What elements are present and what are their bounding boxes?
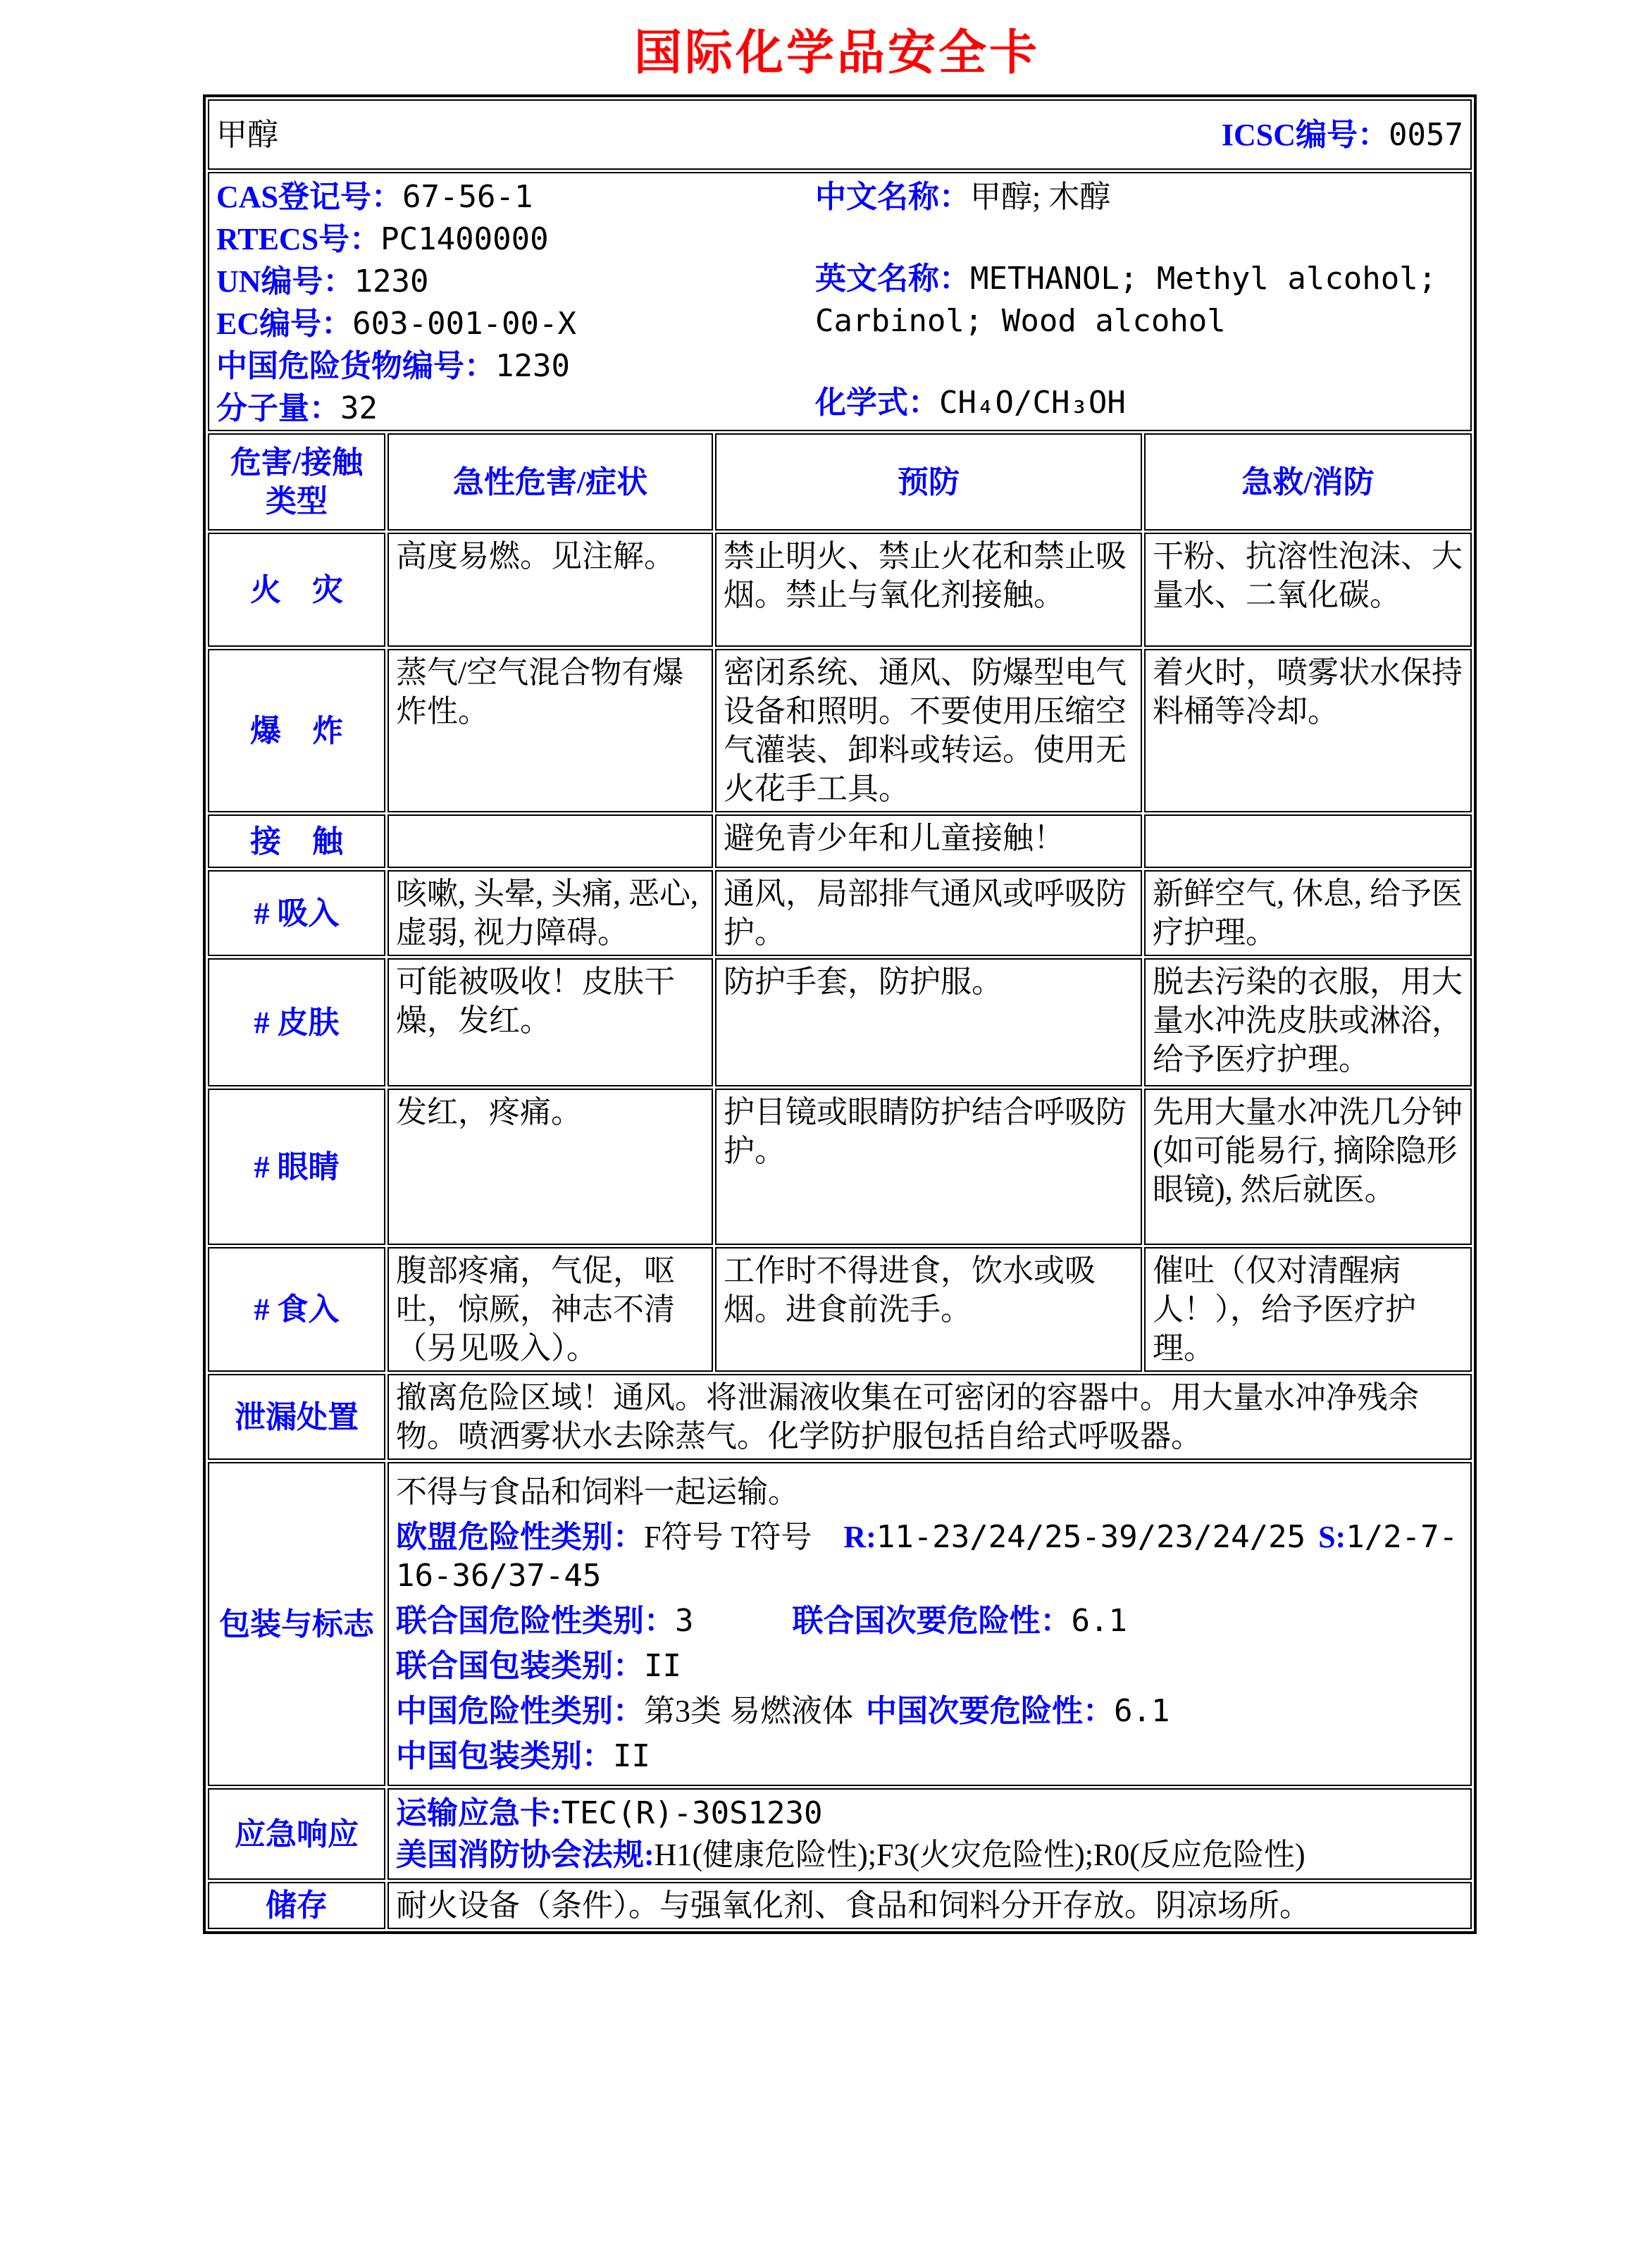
icsc-number-value: 0057 [1389, 116, 1463, 153]
un-packing-group-line [396, 1647, 1463, 1685]
un-number-label: UN编号： [216, 264, 354, 299]
contact-symptoms-cell [387, 814, 713, 868]
s-phrases-value: 1/2-7-16-36/37-45 [396, 1519, 1458, 1594]
hazard-row-fire [208, 533, 1472, 647]
molecular-weight-value: 32 [340, 390, 378, 427]
chemical-name: 甲醇 [216, 117, 278, 152]
hazard-row-contact [208, 814, 1472, 868]
ec-number-row [216, 303, 815, 345]
page [0, 25, 1650, 2268]
eu-hazard-symbols: F符号 T符号 [644, 1520, 812, 1555]
identifiers-right-column [815, 176, 1463, 424]
fire-response-cell: 干粉、抗溶性泡沫、大量水、二氧化碳。 [1144, 533, 1472, 647]
ingestion-prevention-cell: 工作时不得进食，饮水或吸烟。进食前洗手。 [715, 1247, 1142, 1372]
chemical-formula-row [815, 382, 1463, 424]
skin-symptoms-cell: 可能被吸收！皮肤干燥，发红。 [387, 958, 713, 1086]
nfpa-code-value: H1(健康危险性);F3(火灾危险性);R0(反应危险性) [654, 1838, 1305, 1873]
eyes-response-cell: 先用大量水冲洗几分钟(如可能易行, 摘除隐形眼镜), 然后就医。 [1144, 1089, 1472, 1245]
ingestion-symptoms-cell: 腹部疼痛，气促，呕吐，惊厥，神志不清（另见吸入）。 [387, 1247, 713, 1372]
s-phrases-label: S: [1318, 1520, 1346, 1555]
rtecs-number-row [216, 218, 815, 261]
transport-note-line: 不得与食品和饲料一起运输。 [396, 1475, 799, 1510]
identifiers-left-column [216, 176, 815, 427]
rtecs-number-label: RTECS号： [216, 222, 381, 257]
safety-card-table [203, 94, 1477, 1934]
cn-subsidiary-risk-value: 6.1 [1114, 1693, 1170, 1730]
column-header-hazard-type [208, 433, 385, 531]
un-packing-group-value: II [644, 1648, 681, 1685]
cas-number-value: 67-56-1 [402, 179, 533, 216]
chinese-name-label: 中文名称： [815, 180, 970, 215]
hazard-row-ingestion [208, 1247, 1472, 1372]
card-header-row [208, 99, 1472, 170]
card-header-cell [208, 99, 1472, 170]
cas-number-label: CAS登记号： [216, 180, 403, 215]
transport-emergency-card-value: TEC(R)-30S1230 [561, 1795, 823, 1832]
column-header-symptoms: 急性危害/症状 [387, 433, 713, 531]
eu-hazard-class-label: 欧盟危险性类别： [396, 1520, 644, 1555]
identifiers-row [208, 172, 1472, 431]
packaging-labeling-row [208, 1462, 1472, 1786]
icsc-number [1222, 116, 1463, 154]
transport-emergency-card-label: 运输应急卡: [396, 1796, 562, 1831]
fire-symptoms-cell: 高度易燃。见注解。 [387, 533, 713, 647]
eyes-symptoms-cell: 发红，疼痛。 [387, 1089, 713, 1245]
rtecs-number-value: PC1400000 [380, 221, 549, 258]
un-hazard-class-line [396, 1601, 1463, 1640]
column-header-response: 急救/消防 [1144, 433, 1472, 531]
eyes-prevention-cell: 护目镜或眼睛防护结合呼吸防护。 [715, 1089, 1142, 1245]
cn-hazard-class-value: 第3类 易燃液体 [644, 1694, 853, 1729]
eu-hazard-class-line [396, 1518, 1463, 1595]
un-packing-group-label: 联合国包装类别： [396, 1649, 644, 1684]
china-dg-number-label: 中国危险货物编号： [216, 349, 495, 384]
contact-type-label: 接 触 [208, 814, 385, 868]
chinese-name-row [815, 176, 1463, 218]
un-number-row [216, 261, 815, 303]
explosion-prevention-cell: 密闭系统、通风、防爆型电气设备和照明。不要使用压缩空气灌装、卸料或转运。使用无火花手工具。 [715, 649, 1142, 812]
chemical-formula-label: 化学式： [815, 385, 939, 421]
page-title: 国际化学品安全卡 [633, 26, 1040, 80]
nfpa-code-line [396, 1834, 1463, 1876]
emergency-response-row [208, 1788, 1472, 1880]
contact-response-cell [1144, 814, 1472, 868]
fire-prevention-cell: 禁止明火、禁止火花和禁止吸烟。禁止与氧化剂接触。 [715, 533, 1142, 647]
storage-label: 储存 [208, 1882, 385, 1929]
chemical-formula-value: CH₄O/CH₃OH [939, 385, 1126, 421]
nfpa-code-label: 美国消防协会法规: [396, 1838, 655, 1873]
ingestion-response-cell: 催吐（仅对清醒病人！），给予医疗护理。 [1144, 1247, 1472, 1372]
hazard-row-explosion [208, 649, 1472, 812]
column-header-prevention: 预防 [715, 433, 1142, 531]
hazard-type-header-line1: 危害/接触 [230, 445, 364, 481]
r-phrases-value: 11-23/24/25-39/23/24/25 [876, 1519, 1306, 1556]
ec-number-value: 603-001-00-X [352, 306, 577, 342]
explosion-type-label: 爆 炸 [208, 649, 385, 812]
explosion-symptoms-cell: 蒸气/空气混合物有爆炸性。 [387, 649, 713, 812]
cn-packing-group-label: 中国包装类别： [396, 1739, 613, 1774]
un-number-value: 1230 [354, 264, 429, 300]
cas-number-row [216, 176, 815, 218]
english-name-row [815, 258, 1463, 342]
column-header-row [208, 433, 1472, 531]
english-name-value: METHANOL; Methyl alcohol; Carbinol; Wood alcohol [815, 261, 1437, 340]
inhalation-type-label: # 吸入 [208, 870, 385, 956]
skin-response-cell: 脱去污染的衣服，用大量水冲洗皮肤或淋浴，给予医疗护理。 [1144, 958, 1472, 1086]
molecular-weight-row [216, 388, 815, 430]
cn-hazard-class-label: 中国危险性类别： [396, 1694, 644, 1729]
ec-number-label: EC编号： [216, 306, 353, 342]
fire-type-label: 火 灾 [208, 533, 385, 647]
cn-subsidiary-risk-label: 中国次要危险性： [866, 1694, 1114, 1729]
packaging-labeling-label: 包装与标志 [208, 1462, 385, 1786]
un-hazard-class-label: 联合国危险性类别： [396, 1604, 675, 1639]
chinese-name-value: 甲醇; 木醇 [970, 180, 1111, 215]
explosion-response-cell: 着火时，喷雾状水保持料桶等冷却。 [1144, 649, 1472, 812]
icsc-number-label: ICSC编号： [1221, 117, 1389, 152]
spill-disposal-row [208, 1374, 1472, 1460]
inhalation-response-cell: 新鲜空气, 休息, 给予医疗护理。 [1144, 870, 1472, 956]
emergency-response-cell [387, 1788, 1472, 1880]
hazard-row-eyes [208, 1089, 1472, 1245]
spill-disposal-text: 撤离危险区域！通风。将泄漏液收集在可密闭的容器中。用大量水冲净残余物。喷洒雾状水去除蒸气。化学防护服包括自给式呼吸器。 [387, 1374, 1472, 1460]
cn-packing-group-value: II [613, 1738, 650, 1775]
un-subsidiary-risk-value: 6.1 [1071, 1603, 1127, 1640]
cn-packing-group-line [396, 1737, 1463, 1776]
inhalation-symptoms-cell: 咳嗽, 头晕, 头痛, 恶心, 虚弱, 视力障碍。 [387, 870, 713, 956]
hazard-type-header-line2: 类型 [266, 484, 328, 519]
inhalation-prevention-cell: 通风，局部排气通风或呼吸防护。 [715, 870, 1142, 956]
hazard-row-inhalation [208, 870, 1472, 956]
packaging-labeling-cell [387, 1462, 1472, 1786]
china-dg-number-row [216, 345, 815, 388]
transport-emergency-card-line [396, 1792, 1463, 1834]
storage-row [208, 1882, 1472, 1929]
contact-prevention-cell: 避免青少年和儿童接触！ [715, 814, 1142, 868]
r-phrases-label: R: [843, 1520, 876, 1555]
spill-disposal-label: 泄漏处置 [208, 1374, 385, 1460]
eyes-type-label: # 眼睛 [208, 1089, 385, 1245]
skin-prevention-cell: 防护手套，防护服。 [715, 958, 1142, 1086]
english-name-label: 英文名称： [815, 261, 970, 297]
skin-type-label: # 皮肤 [208, 958, 385, 1086]
china-dg-number-value: 1230 [495, 348, 570, 385]
emergency-response-label: 应急响应 [208, 1788, 385, 1880]
molecular-weight-label: 分子量： [216, 391, 340, 426]
un-hazard-class-value: 3 [675, 1603, 694, 1640]
cn-hazard-class-line [396, 1692, 1463, 1730]
identifiers-cell [208, 172, 1472, 431]
un-subsidiary-risk-label: 联合国次要危险性： [792, 1604, 1072, 1639]
hazard-row-skin [208, 958, 1472, 1086]
ingestion-type-label: # 食入 [208, 1247, 385, 1372]
storage-text: 耐火设备（条件）。与强氧化剂、食品和饲料分开存放。阴凉场所。 [387, 1882, 1472, 1929]
